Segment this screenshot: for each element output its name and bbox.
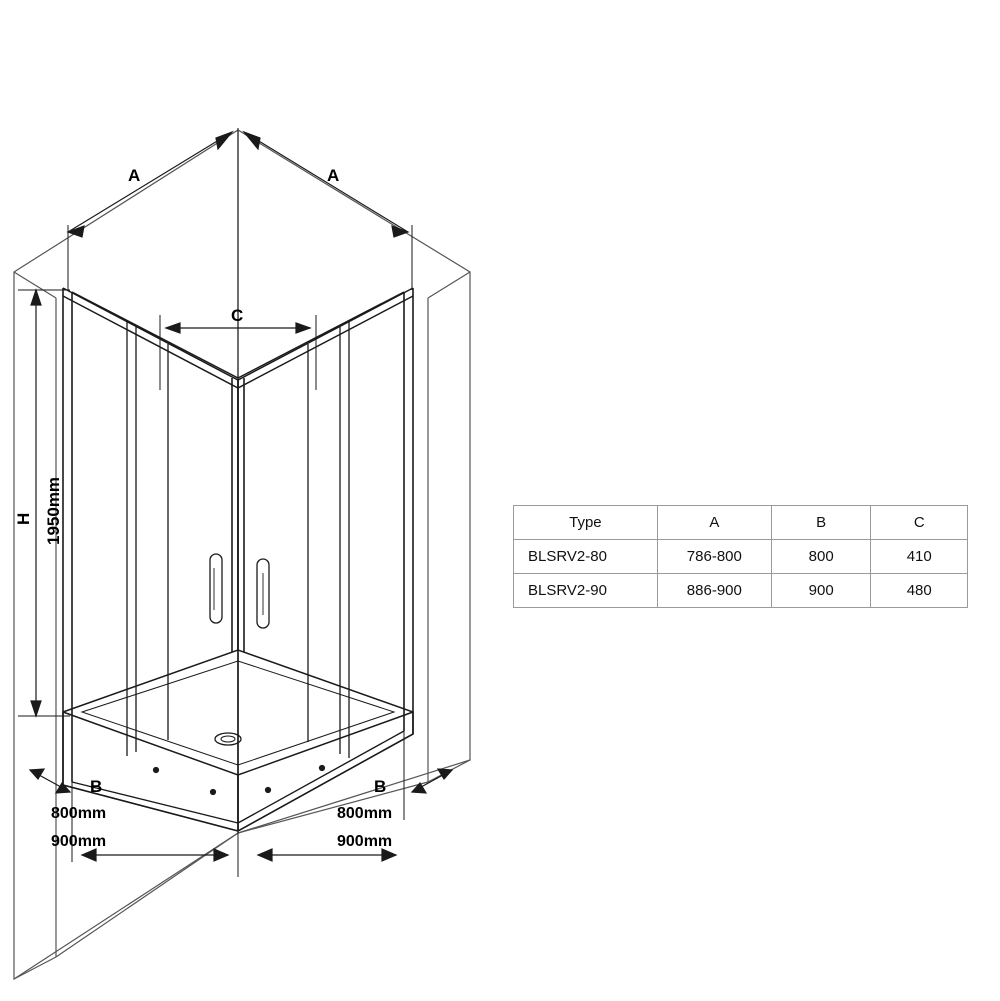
header-b: B (771, 506, 871, 540)
table-header-row (514, 506, 968, 540)
cell-a: 886-900 (657, 574, 771, 608)
table-row (514, 540, 968, 574)
dimension-label-b-left: B (90, 777, 103, 796)
specification-table (513, 505, 968, 608)
room-walls (14, 130, 470, 979)
door-handles (210, 554, 269, 628)
dimension-label-h-value: 1950mm (44, 476, 63, 545)
cell-c: 480 (871, 574, 968, 608)
dimension-label-b-right: B (374, 777, 387, 796)
dimension-value-b-left-800: 800mm (51, 805, 107, 822)
cell-type: BLSRV2-80 (514, 540, 658, 574)
header-type: Type (514, 506, 658, 540)
dimension-label-a-left: A (128, 166, 141, 185)
dimension-value-b-right-900: 900mm (337, 833, 393, 850)
cell-type: BLSRV2-90 (514, 574, 658, 608)
header-c: C (871, 506, 968, 540)
cell-a: 786-800 (657, 540, 771, 574)
cell-b: 800 (771, 540, 871, 574)
dimension-a-right (244, 132, 412, 290)
dimension-label-c: C (231, 306, 244, 325)
dimension-label-h: H (14, 512, 33, 525)
table-row (514, 574, 968, 608)
dimension-value-b-right-800: 800mm (337, 805, 393, 822)
cell-c: 410 (871, 540, 968, 574)
fixing-points (153, 765, 324, 794)
dimension-value-b-left-900: 900mm (51, 833, 107, 850)
header-a: A (657, 506, 771, 540)
dimension-label-a-right: A (327, 166, 340, 185)
cell-b: 900 (771, 574, 871, 608)
